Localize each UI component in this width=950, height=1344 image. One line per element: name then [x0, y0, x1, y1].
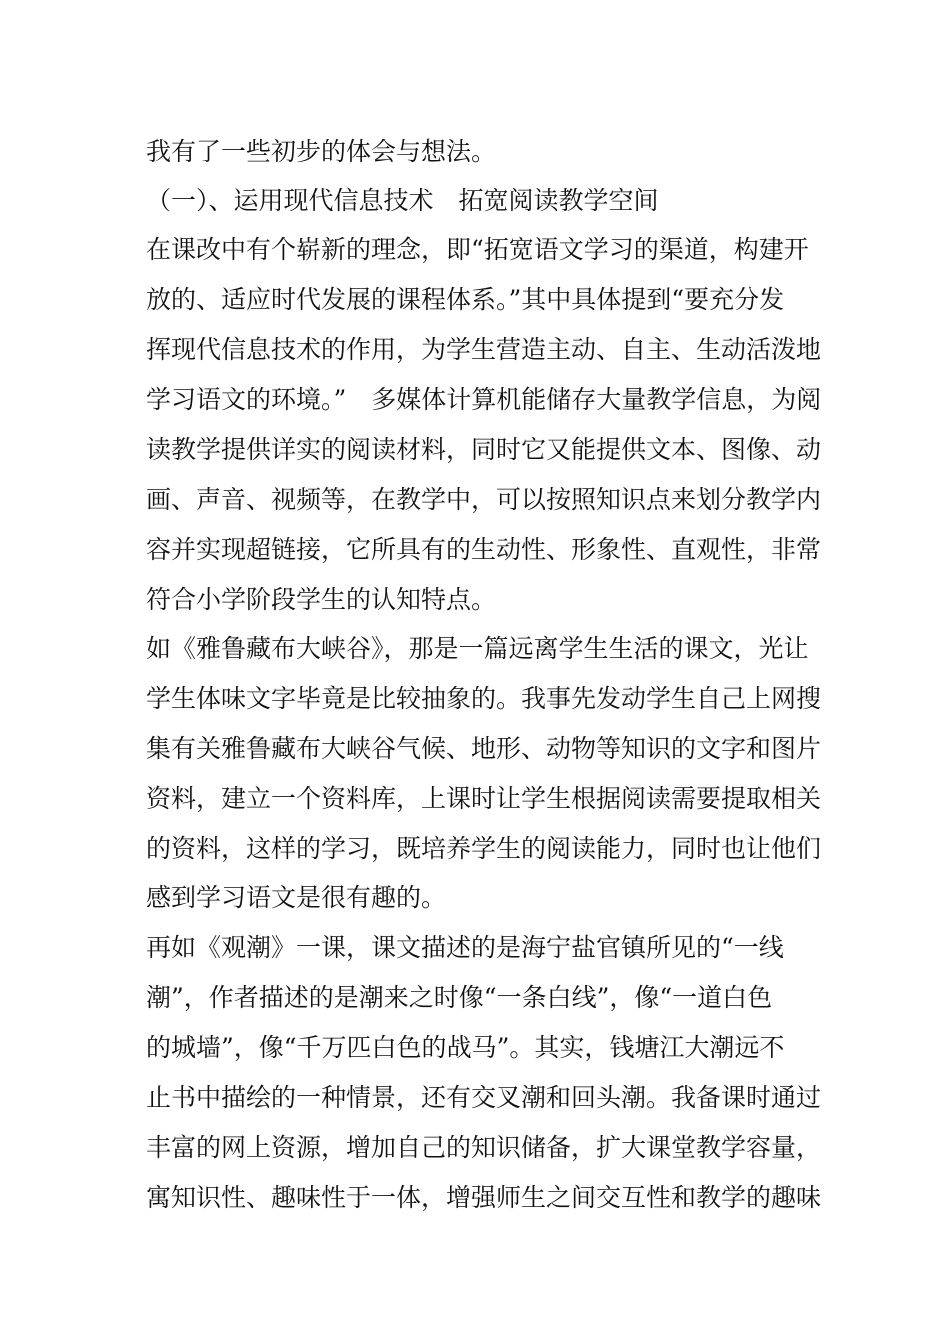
text-line: 丰富的网上资源，增加自己的知识储备，扩大课堂教学容量，	[146, 1133, 822, 1162]
text-line: 画、声音、视频等，在教学中，可以按照知识点来划分教学内	[146, 485, 822, 514]
section-heading: （一）、运用现代信息技术 拓宽阅读教学空间	[146, 186, 659, 215]
text-line: 感到学习语文是很有趣的。	[146, 883, 447, 912]
text-line: 潮”，作者描述的是潮来之时像“一条白线”，像“一道白色	[146, 983, 773, 1012]
text-line: 容并实现超链接，它所具有的生动性、形象性、直观性，非常	[146, 535, 822, 564]
text-line: 资料，建立一个资料库，上课时让学生根据阅读需要提取相关	[146, 784, 822, 813]
text-line: 读教学提供详实的阅读材料，同时它又能提供文本、图像、动	[146, 435, 822, 464]
text-line: 如《雅鲁藏布大峡谷》，那是一篇远离学生生活的课文，光让	[146, 634, 809, 663]
text-line: 学习语文的环境。” 多媒体计算机能储存大量教学信息，为阅	[146, 385, 822, 414]
text-line: 集有关雅鲁藏布大峡谷气候、地形、动物等知识的文字和图片	[146, 734, 822, 763]
text-line: 止书中描绘的一种情景，还有交叉潮和回头潮。我备课时通过	[146, 1083, 822, 1112]
text-line: 挥现代信息技术的作用，为学生营造主动、自主、生动活泼地	[146, 335, 822, 364]
text-line: 的城墙”，像“千万匹白色的战马”。其实，钱塘江大潮远不	[146, 1033, 785, 1062]
text-line: 的资料，这样的学习，既培养学生的阅读能力，同时也让他们	[146, 834, 822, 863]
text-line: 寓知识性、趣味性于一体，增强师生之间交互性和教学的趣味	[146, 1183, 822, 1212]
text-line: 学生体味文字毕竟是比较抽象的。我事先发动学生自己上网搜	[146, 684, 822, 713]
text-line: 我有了一些初步的体会与想法。	[146, 137, 497, 166]
text-line: 放的、适应时代发展的课程体系。”其中具体提到“要充分发	[146, 285, 785, 314]
text-line: 在课改中有个崭新的理念，即“拓宽语文学习的渠道，构建开	[146, 235, 809, 264]
text-line: 符合小学阶段学生的认知特点。	[146, 585, 497, 614]
text-line: 再如《观潮》一课，课文描述的是海宁盐官镇所见的“一线	[146, 933, 784, 962]
